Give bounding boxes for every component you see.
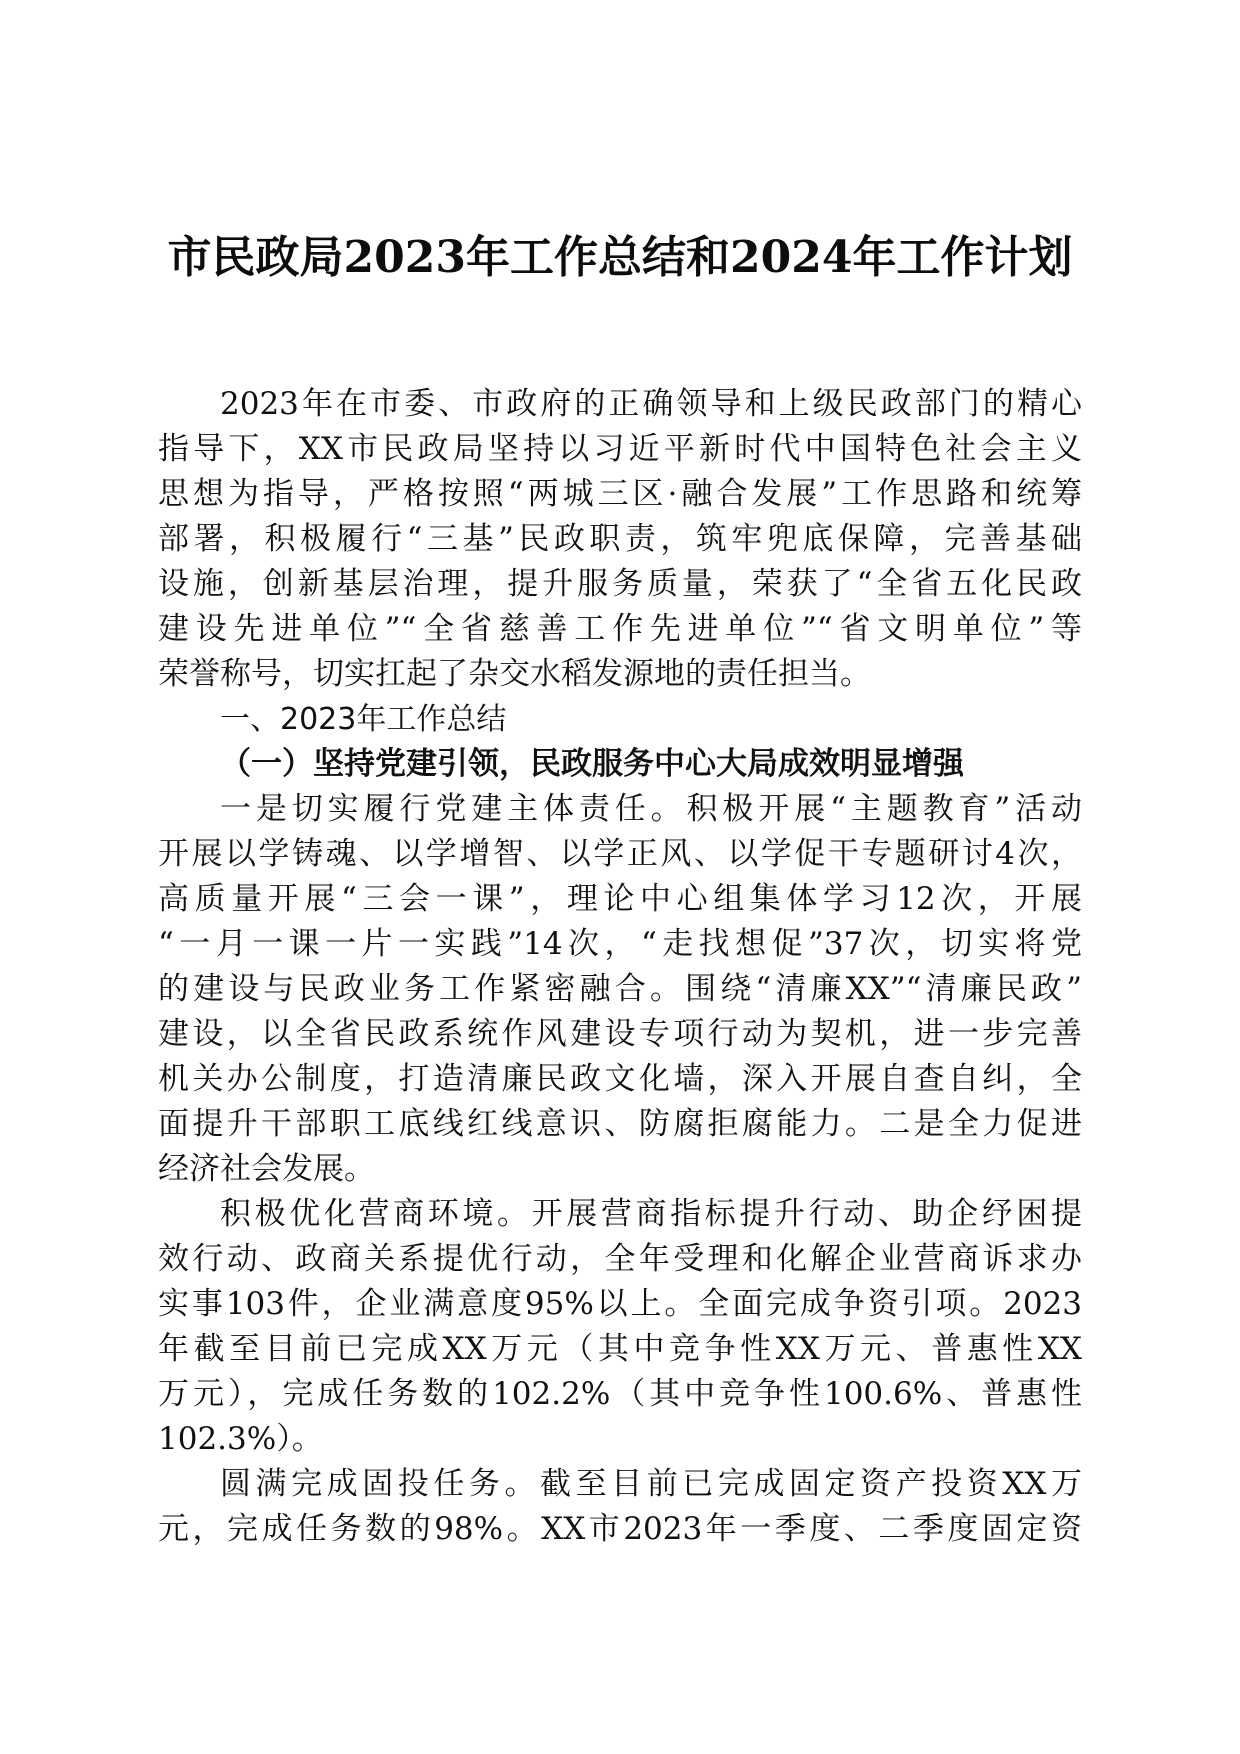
paragraph-line: 设施，创新基层治理，提升服务质量，荣获了“全省五化民政 (158, 566, 1082, 602)
paragraph-line: 万元），完成任务数的102.2%（其中竞争性100.6%、普惠性 (158, 1376, 1082, 1412)
paragraph-line: 实事103件，企业满意度95%以上。全面完成争资引项。2023 (158, 1286, 1082, 1322)
paragraph-line: 元，完成任务数的98%。XX市2023年一季度、二季度固定资 (158, 1511, 1082, 1547)
paragraph-line: 经济社会发展。 (158, 1151, 375, 1187)
paragraph-line: 圆满完成固投任务。截至目前已完成固定资产投资XX万 (220, 1466, 1082, 1502)
document-body (158, 382, 1082, 1552)
paragraph-line: 思想为指导，严格按照“两城三区·融合发展”工作思路和统筹 (158, 476, 1082, 512)
paragraph-line: 建设先进单位”“全省慈善工作先进单位”“省文明单位”等 (158, 611, 1082, 647)
paragraph-line: 2023年在市委、市政府的正确领导和上级民政部门的精心 (220, 386, 1082, 422)
paragraph-line: 效行动、政商关系提优行动，全年受理和化解企业营商诉求办 (158, 1241, 1082, 1277)
section-heading: 一、2023年工作总结 (220, 702, 507, 737)
subsection-heading: （一）坚持党建引领，民政服务中心大局成效明显增强 (220, 746, 964, 782)
paragraph-line: 一是切实履行党建主体责任。积极开展“主题教育”活动 (220, 791, 1082, 827)
paragraph-line: 的建设与民政业务工作紧密融合。围绕“清廉XX”“清廉民政” (158, 971, 1082, 1007)
paragraph-line: 积极优化营商环境。开展营商指标提升行动、助企纾困提 (220, 1196, 1082, 1232)
paragraph-line: 102.3%）。 (158, 1421, 323, 1457)
paragraph-line: 建设，以全省民政系统作风建设专项行动为契机，进一步完善 (158, 1016, 1082, 1052)
paragraph-line: 部署，积极履行“三基”民政职责，筑牢兜底保障，完善基础 (158, 521, 1082, 557)
paragraph-line: 指导下，XX市民政局坚持以习近平新时代中国特色社会主义 (158, 431, 1082, 467)
paragraph-line: 荣誉称号，切实扛起了杂交水稻发源地的责任担当。 (158, 656, 871, 692)
paragraph-line: 开展以学铸魂、以学增智、以学正风、以学促干专题研讨4次， (158, 836, 1082, 872)
document-title: 市民政局2023年工作总结和2024年工作计划 (167, 232, 1073, 283)
paragraph-line: 机关办公制度，打造清廉民政文化墙，深入开展自查自纠，全 (158, 1061, 1082, 1097)
paragraph-line: 年截至目前已完成XX万元（其中竞争性XX万元、普惠性XX (158, 1331, 1082, 1367)
paragraph-line: 高质量开展“三会一课”，理论中心组集体学习12次，开展 (158, 881, 1082, 917)
paragraph-line: “一月一课一片一实践”14次，“走找想促”37次，切实将党 (158, 926, 1082, 962)
paragraph-line: 面提升干部职工底线红线意识、防腐拒腐能力。二是全力促进 (158, 1106, 1082, 1142)
